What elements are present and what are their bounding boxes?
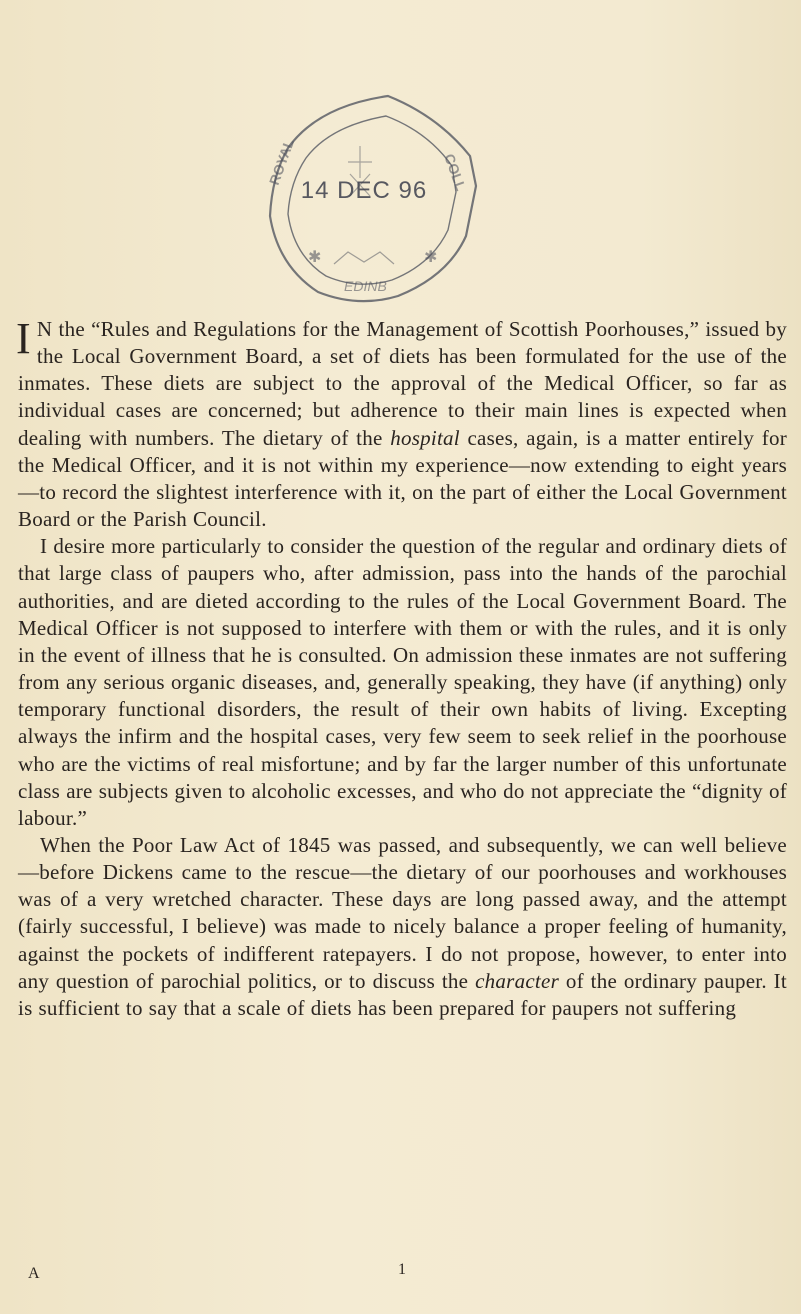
page-footer xyxy=(0,1261,801,1289)
svg-text:EDINB: EDINB xyxy=(344,278,387,294)
drop-cap: I xyxy=(16,314,31,363)
stamp-date: 14 DEC 96 xyxy=(300,177,428,204)
emphasis: hospital xyxy=(390,425,460,450)
paragraph-text: of the ordinary pauper. It is sufficient to say that a scale of diets has been prepared for paupers not suffering xyxy=(18,968,788,1020)
paragraph-text: When the Poor Law Act of 1845 was passed, and subsequently, we can well believe—before Dickens came to the rescue—the dietary of our poorhouses and workhouses was of a very wretched character. These days are long passed away, and the attempt (fairly successful, I believe) was made to nicely balance a proper feeling of humanity, against the pockets of indifferent ratepayers. I do not propose, however, to enter into any question of parochial politics, or to discuss the xyxy=(18,832,787,993)
library-stamp xyxy=(248,86,480,308)
svg-text:✱: ✱ xyxy=(424,249,438,266)
signature-mark: A xyxy=(28,1265,40,1282)
svg-text:COLL: COLL xyxy=(441,151,470,193)
page-number: 1 xyxy=(398,1261,406,1278)
article-body xyxy=(18,316,787,1022)
paragraph: I desire more particularly to consider the question of the regular and ordinary diets of that large class of paupers who, after admission, pass into the hands of the parochial authorities, and are dieted according to the rules of the Local Government Board. The Medical Officer is not supposed to interfere with them or with the rules, and it is only in the event of illness that he is consulted. On admission these inmates are not suffering from any serious organic diseases, and, generally speaking, they have (if anything) only temporary functional disorders, the result of their own habits of living. Excepting always the infirm and the hospital cases, very few seem to seek relief in the poorhouse who are the victims of real misfortune; and by far the larger number of this unfortunate class are subjects given to alcoholic excesses, and who do not appreciate the “dignity of labour.” xyxy=(18,534,787,830)
svg-text:ROYAL: ROYAL xyxy=(265,136,298,188)
paragraph-text: cases, again, is a matter entirely for the Medical Officer, and it is not within my experience—now extending to eight years—to record the slightest interference with it, on the part of either the Local Government Board or the Parish Council. xyxy=(18,425,787,532)
svg-text:✱: ✱ xyxy=(308,249,322,266)
paragraph xyxy=(18,316,787,533)
emphasis: character xyxy=(475,968,559,993)
paragraph-text: N the “Rules and Regulations for the Management of Scottish Poorhouses,” issued by the Local Government Board, a set of diets has been formulated for the use of the inmates. These diets are subject to the approval of the Medical Officer, so far as individual cases are concerned; but adherence to their main lines is expected when dealing with numbers. The dietary of the xyxy=(18,317,787,450)
paragraph xyxy=(18,832,787,1022)
